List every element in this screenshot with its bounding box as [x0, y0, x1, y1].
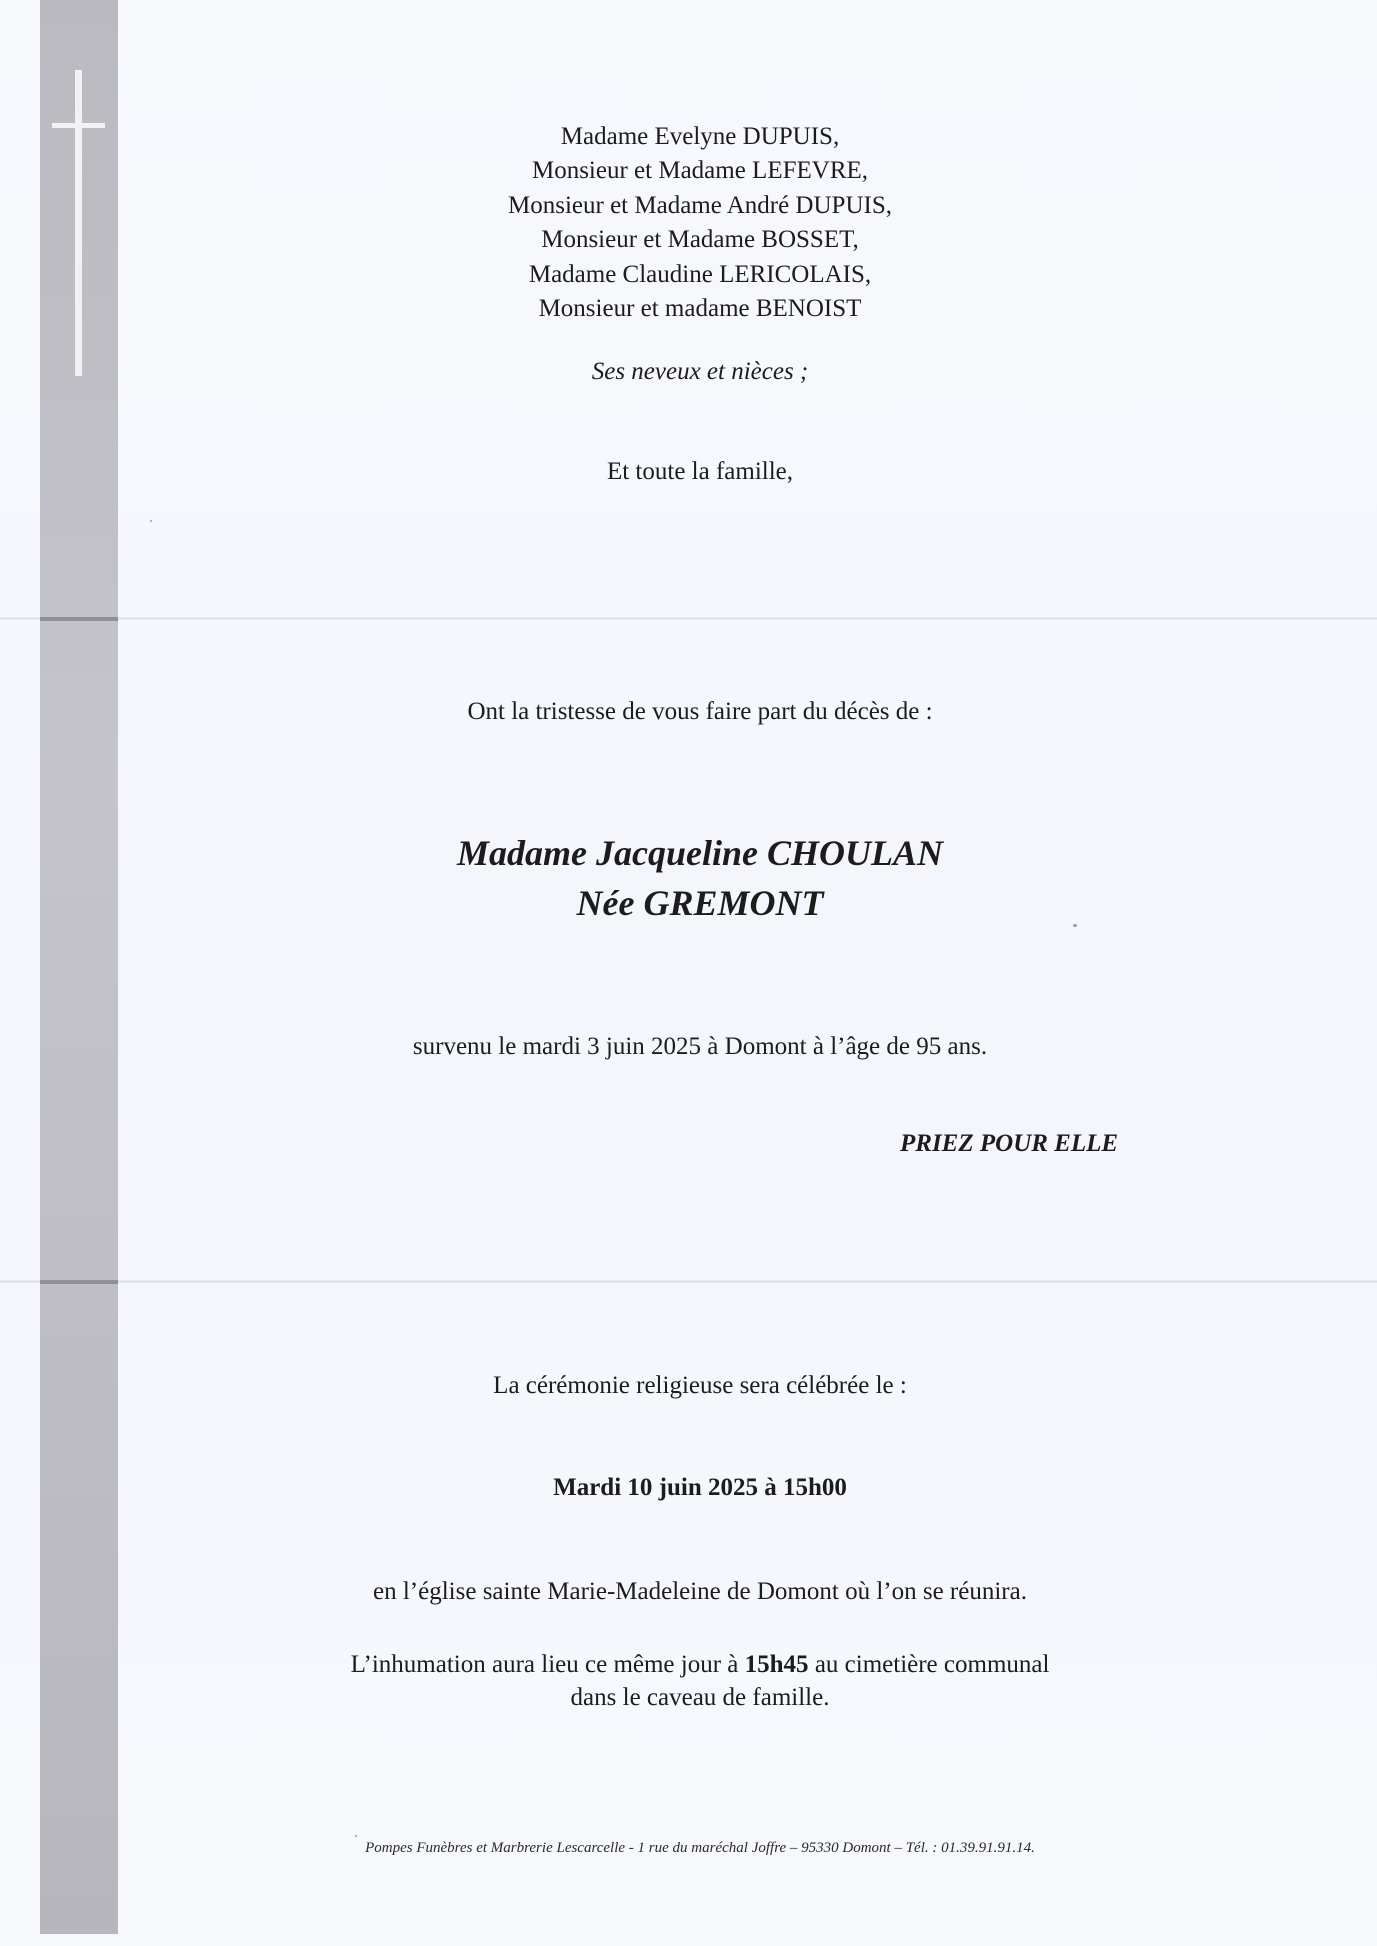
paper-fold-line — [0, 617, 1377, 620]
family-line: Monsieur et Madame LEFEVRE, — [531, 157, 869, 185]
burial-text-end: au cimetière communal — [808, 1651, 1050, 1678]
death-date-place: survenu le mardi 3 juin 2025 à Domont à l’âge de 95 ans. — [412, 1033, 988, 1060]
prayer-line: PRIEZ POUR ELLE — [900, 1130, 1119, 1157]
band-fold-mark — [40, 1280, 118, 1284]
band-fold-mark — [40, 617, 118, 621]
whole-family-line: Et toute la famille, — [606, 458, 794, 485]
announcement-line: Ont la tristesse de vous faire part du décès de : — [467, 698, 933, 725]
paper-fold-line — [0, 1280, 1377, 1283]
paper-speck — [150, 520, 152, 522]
ceremony-date: Mardi 10 juin 2025 à 15h00 — [553, 1474, 847, 1501]
cross-horizontal-bar — [52, 123, 105, 128]
family-line: Madame Claudine LERICOLAIS, — [528, 260, 872, 288]
paper-speck — [1073, 924, 1077, 927]
burial-line-2: dans le caveau de famille. — [570, 1684, 830, 1711]
burial-line-1 — [200, 1648, 1200, 1681]
burial-text-start: L’inhumation aura lieu ce même jour à — [350, 1651, 745, 1678]
burial-info — [200, 1648, 1200, 1714]
family-line: Monsieur et madame BENOIST — [538, 295, 862, 323]
family-line: Monsieur et Madame André DUPUIS, — [508, 191, 892, 219]
deceased-name: Madame Jacqueline CHOULAN — [457, 833, 943, 873]
paper-speck — [355, 1835, 357, 1837]
ceremony-church: en l’église sainte Marie-Madeleine de Domont où l’on se réunira. — [373, 1578, 1027, 1605]
family-list — [380, 120, 1020, 326]
ceremony-intro: La cérémonie religieuse sera célébrée le : — [493, 1372, 907, 1399]
family-line: Madame Evelyne DUPUIS, — [560, 123, 840, 150]
burial-time: 15h45 — [744, 1651, 809, 1678]
family-line: Monsieur et Madame BOSSET, — [541, 226, 859, 254]
funeral-home-footer: Pompes Funèbres et Marbrerie Lescarcelle - 1 rue du maréchal Joffre – 95330 Domont – Tél. : 01.39.91.91.14. — [365, 1840, 1035, 1856]
deceased-maiden-name: Née GREMONT — [576, 883, 824, 923]
nephews-line: Ses neveux et nièces ; — [591, 358, 809, 385]
cross-vertical-bar — [75, 70, 82, 376]
